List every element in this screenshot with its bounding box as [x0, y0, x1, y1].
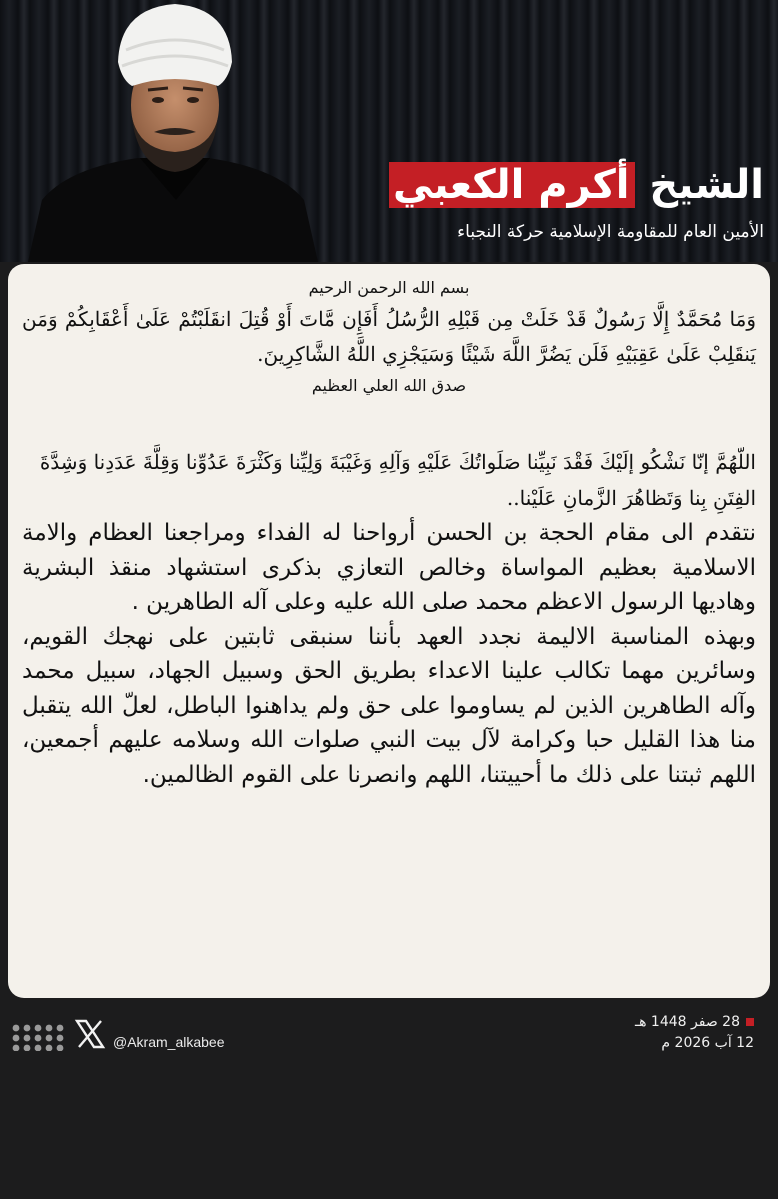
name-prefix: الشيخ [649, 162, 764, 208]
name-highlight: أكرم الكعبي [389, 162, 635, 208]
name-block [304, 160, 764, 242]
gregorian-date: 12 آب 2026 م [661, 1035, 754, 1051]
statement-card [8, 264, 770, 998]
basmala: بسم الله الرحمن الرحيم [308, 278, 470, 297]
hijri-date: 28 صفر 1448 هـ [634, 1014, 740, 1030]
hijri-date-row [635, 1012, 754, 1033]
sadaq-line: صدق الله العلي العظيم [311, 376, 467, 395]
speaker-title: الأمين العام للمقاومة الإسلامية حركة النجباء [457, 222, 764, 242]
portrait-image [28, 0, 318, 262]
date-marker-icon [746, 1018, 754, 1026]
account-handle[interactable]: @Akram_alkabee [113, 1034, 225, 1050]
x-logo-icon[interactable] [74, 1018, 106, 1050]
spacer [22, 400, 756, 444]
dots-grid-icon [12, 1023, 64, 1051]
dua-text: اللّهُمَّ إنّا نَشْكُو إلَيْكَ فَقْدَ نَبِيِّنا صَلَواتُكَ عَلَيْهِ وَآلِهِ وَغَيْبَةَ وَلِيِّنا وَكَثْرَةَ عَدُوِّنا وَقِلَّةَ عَدَدِنا وَشِدَّةَ الفِتَنِ بِنا وَتَظاهُرَ الزَّمانِ عَلَيْنا.. [39, 450, 756, 510]
date-block [635, 1012, 754, 1054]
quran-verse: وَمَا مُحَمَّدٌ إِلَّا رَسُولٌ قَدْ خَلَتْ مِن قَبْلِهِ الرُّسُلُ أَفَإِن مَّاتَ أَوْ قُتِلَ انقَلَبْتُمْ عَلَىٰ أَعْقَابِكُمْ وَمَن يَنقَلِبْ عَلَىٰ عَقِبَيْهِ فَلَن يَضُرَّ اللَّهَ شَيْئًا وَسَيَجْزِي اللَّهُ الشَّاكِرِينَ. [22, 307, 756, 366]
pledge-paragraph: وبهذه المناسبة الاليمة نجدد العهد بأننا سنبقى ثابتين على نهجك القويم، وسائرين مهما تكالب علينا الاعداء بطريق الحق وسبيل الجهاد، سبيل محمد وآله الطاهرين الذين لم يساوموا على حق ولم يداهنوا الباطل، لعلّ الله يتقبل منا هذا القليل حبا وكرامة لآل بيت النبي صلوات الله وسلامه عليهم أجمعين، اللهم ثبتنا على ذلك ما أحييتنا، اللهم وانصرنا على القوم الظالمين. [22, 623, 756, 788]
header-banner [0, 0, 778, 262]
condolence-paragraph: نتقدم الى مقام الحجة بن الحسن أرواحنا له الفداء ومراجعنا العظام والامة الاسلامية بعظيم المواساة وخالص التعازي بذكرى استشهاد منقذ البشرية وهاديها الرسول الاعظم محمد صلى الله عليه وعلى آله الطاهرين . [22, 520, 756, 615]
speaker-name [389, 160, 764, 210]
